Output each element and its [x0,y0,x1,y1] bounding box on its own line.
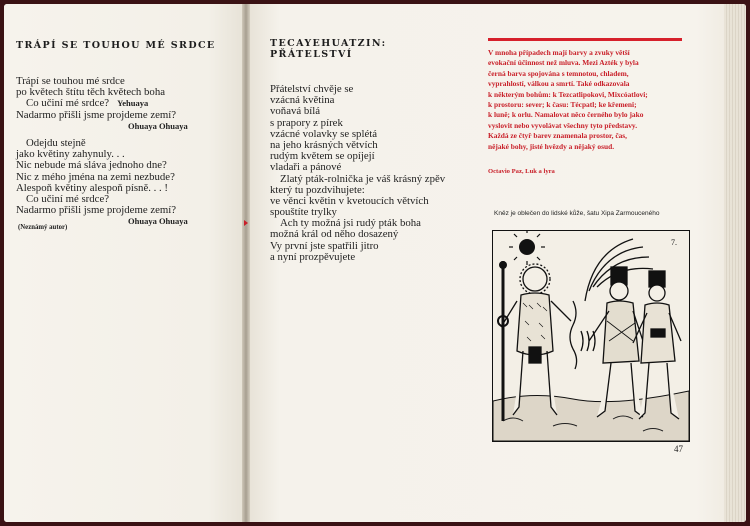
poem-line-text: Co učiní mé srdce? [26,192,110,205]
sun-icon [509,231,545,265]
red-commentary [488,48,688,152]
poem-line-text: Ohuaya Ohuaya [128,120,188,131]
poem-line-text: Trápí se touhou mé srdce [16,75,125,87]
poem-middle [270,84,445,263]
poem-line [16,110,188,121]
poem-line-text: Ach ty možná jsi rudý pták boha [280,217,421,230]
poem-line-text: a nyní prozpěvujete [270,250,356,263]
red-rule [488,38,682,41]
woodcut-illustration [492,230,690,442]
poem-line-text: vladaři a pánové [270,161,342,174]
poem-line-text: Nic nebude má sláva jednoho dne? [16,159,167,172]
poem-line-text: Vy první jste spatřili jitro [270,239,379,252]
poem-line-tag: Yehuaya [117,98,149,109]
red-source: Octavio Paz, Luk a lyra [488,168,555,175]
red-text-line: vyslovit nebo vyvolávat všechny tyto představy. [488,120,638,130]
poem-line-text: Alespoň květiny alespoň písně. . . ! [16,181,169,194]
ground-shape [493,391,689,441]
poem-line-text: na jeho krásných větvích [270,138,378,151]
poem-line-text: voňavá bílá [270,105,321,118]
red-text-line: vyprahlostí, válkou a smrtí. Také odkazovala [488,79,630,89]
poem-line-text: který tu pozdvihujete: [270,183,365,196]
red-text-line: Každá ze čtyř barev znamenala prostor, čas, [488,131,628,141]
priest-figure [501,264,571,415]
poem-line [16,205,188,216]
poem-line-text: Přátelství chvěje se [270,83,354,95]
poem-title-middle-line2: PŘÁTELSTVÍ [270,49,353,60]
poem-line-text: po květech štítu těch květech boha [16,86,166,99]
poem-line-text: vzácná květina [270,94,335,107]
book-spread [4,4,746,522]
poem-line-text: Nic z mého jména na zemi nezbude? [16,170,175,183]
red-text-line: nějaké bohy, jisté hvězdy a nějaký osud. [488,141,615,151]
warrior-figure-1 [589,267,643,417]
page-edges [724,4,746,522]
poem-line-text: vzácné volavky se splétá [270,127,378,140]
poem-line-text: možná král od něho dosazený [270,228,399,241]
red-text-line: k některým bohům: k Tezcatlipokovi, Mixcóatlovi; [488,89,648,99]
poem-line-text: Co učiní mé srdce? [26,97,110,110]
poem-line [270,252,445,263]
figure-caption: Kněz je oblečen do lidské kůže, šatu Xipa Zarmouceného [494,210,660,217]
red-text-line: černá barva spojována s temnotou, chladem, [488,68,629,78]
staff-icon [498,261,508,421]
poem-line [16,121,188,132]
poem-author: (Neznámý autor) [18,224,68,231]
poem-title-middle-line1: TECAYEHUATZIN: [270,38,387,49]
red-text-line: k luně; k orlu. Namalovat něco černého bylo jako [488,110,644,120]
red-text-line: V mnoha případech mají barvy a zvuky větší [488,48,630,57]
poem-line-text: spouštíte trylky [270,206,337,219]
poem-line-text: s prapory z pírek [270,116,343,129]
red-text-line: evokační účinnost než mluva. Mezi Azték y byla [488,58,639,68]
poem-line-text: Nadarmo přišli jsme projdeme zemí? [16,108,177,121]
red-text-line: k prostoru: sever; k času: Técpatl; ke křemeni; [488,99,637,109]
poem-line-text: Ohuaya Ohuaya [128,216,188,227]
poem-line-text: ve věnci květin v kvetoucích větvích [270,194,429,207]
poem-title-left: TRÁPÍ SE TOUHOU MÉ SRDCE [16,40,216,51]
poem-line-text: Zlatý pták-rolnička je váš krásný zpěv [280,172,446,185]
bookmark-notch [244,220,248,226]
woodcut-svg [493,231,689,441]
figure-number: 7. [671,238,677,247]
poem-line-text: Odejdu stejně [26,136,86,149]
book-gutter [242,4,250,522]
poem-line-text: jako květiny zahynuly. . . [16,148,125,161]
poem-line-text: rudým květem se opíjejí [270,150,375,163]
page-number: 47 [674,444,683,454]
poem-left [16,76,188,227]
poem-line-text: Nadarmo přišli jsme projdeme zemí? [16,204,177,217]
